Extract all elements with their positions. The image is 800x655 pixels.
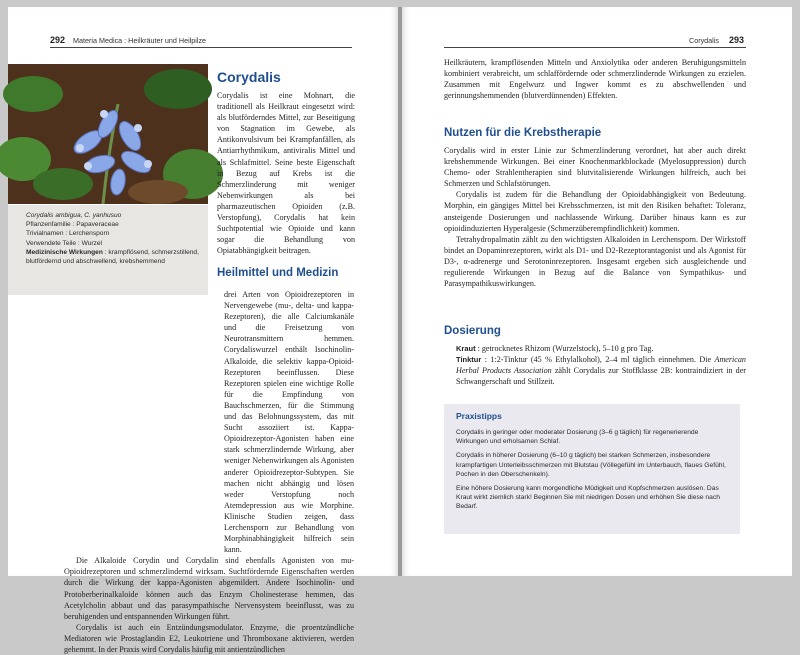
intro-column xyxy=(217,69,355,256)
caption-family: Pflanzenfamilie : Papaveraceae xyxy=(26,221,119,229)
caption-effects xyxy=(26,248,200,266)
aha-classification: zählt Corydalis zur Stoffklasse 2B: kontraindiziert in der Schwangerschaft und Stillzeit. xyxy=(456,366,746,387)
krebs-paragraph-3: Tetrahydropalmatin zählt zu den wichtigsten Alkaloiden in Lerchensporn. Der Wirkstoff bindet an Dopaminrezeptoren, wirkt als D1- und D2-Rezeptorantagonist und als Agonist für D3-, α-adrenerge und Serotoninrezeptoren. Insgesamt ergeben sich ausgleichende und regulierende Wirkungen in Bezug auf die Balance von Sympathikus- und Parasympathikuswirkungen. xyxy=(444,234,746,289)
continued-paragraph: Heilkräutern, krampflösenden Mitteln und Anxiolytika oder anderen Beruhigungsmitteln kombiniert verabreicht, um schlaffördernde oder schmerzlindernde Wirkungen zu erzielen. Zusammen mit Engelwurz und Ingwer kommt es zu abschwellenden und gerinnungshemmenden (blutverdünnenden) Effekten. xyxy=(444,58,746,101)
dosierung-body xyxy=(444,343,746,387)
krebs-section xyxy=(444,127,746,289)
continued-text xyxy=(444,57,746,101)
dose-tinktur-text: : 1:2-Tinktur (45 % Ethylalkohol), 2–4 ml täglich einnehmen. Die xyxy=(481,355,712,365)
right-page xyxy=(402,7,792,576)
praxistipp-3: Eine höhere Dosierung kann morgendliche Müdigkeit und Kopfschmerzen auslösen. Das Kraut wirkt ziemlich stark! Beginnen Sie mit niedrigen Dosen und erhöhen Sie diese nach Bedarf. xyxy=(456,485,720,511)
aha-name: American Herbal Products Association xyxy=(456,355,746,376)
krebs-body xyxy=(444,145,746,289)
heilmittel-body xyxy=(64,289,354,655)
krebs-paragraph-2: Corydalis ist zudem für die Behandlung der Opioidabhängigkeit von Bedeutung. Morphin, ein gängiges Mittel bei Krebsschmerzen, ist mit den Risiken behaftet: Toleranz, ansteigende Dosierungen und nachlassende Wirkung. Darüber hinaus kann es zur opioidinduzierten Hyperalgesie (Schmerzüberempfindlichkeit) kommen. xyxy=(444,190,746,233)
dosierung-section xyxy=(444,325,746,387)
corydalis-flower-photo xyxy=(8,64,208,204)
heilmittel-paragraph-1: drei Arten von Opioidrezeptoren in Nervengewebe (mu-, delta- und kappa-Rezeptoren), die alle Calciumkanäle und die Freisetzung von Neurotransmittern hemmen. Corydaliswurzel enthält Isochinolin-Alkaloide, die selektiv kappa-Opioid-Rezeptoren beeinflussen. Diese Rezeptoren spielen eine wichtige Rolle für die Empfindung von Bauchschmerzen, für die Stimmung und das Belohnungssystem, das mit Sucht assoziiert ist. Kappa-Opioidrezeptor-Agonisten haben eine stark schmerzlindernde Wirkung, aber weniger Nebenwirkungen als Agonisten anderer Opioidrezeptor-Subtypen. Sie machen nicht abhängig und lösen weder Verstopfung noch Atemdepression aus wie Morphine. Klinische Studien zeigen, dass Lerchensporn zur Behandlung von Morphinabhängigkeit hilfreich sein kann. xyxy=(224,290,354,555)
running-head-right xyxy=(689,35,750,45)
dose-kraut-text: : getrocknetes Rhizom (Wurzelstock), 5–10 g pro Tag. xyxy=(475,344,654,353)
heilmittel-paragraph-3: Corydalis ist auch ein Entzündungsmodulator. Enzyme, die proentzündliche Mediatoren wie Prostaglandin E2, Leukotriene und Thromboxane aktivieren, werden gehemmt. In der Praxis wird Corydalis häufig mit antientzündlichen xyxy=(64,622,354,654)
dose-tinktur-label: Tinktur xyxy=(456,355,482,365)
praxistipp-2: Corydalis in höherer Dosierung (6–10 g täglich) bei starken Schmerzen, insbesondere krampfartigen Unterleibsschmerzen mit Blutstau (Völlegefühl im Unterbauch, flaues Gefühl, Pochen in den Oberschenkeln). xyxy=(456,452,726,478)
krebs-paragraph-1: Corydalis wird in erster Linie zur Schmerzlinderung verordnet, hat aber auch direkt krebshemmende Wirkungen. Bei einer Knochenmarkblockade (Myelosuppression) durch Chemo- oder Strahlentherapien sind blutvitalisierende Wirkungen hilfreich, auch bei Schmerzen und Schlafstörungen. xyxy=(444,146,746,189)
section-heading-krebstherapie: Nutzen für die Krebstherapie xyxy=(444,127,602,139)
running-head-text-right: Corydalis xyxy=(689,36,719,45)
intro-paragraph: Corydalis ist eine Mohnart, die traditionell als Heilkraut eingesetzt wird: als blutförderndes Mittel, zur Beseitigung von Stagnation im Gewebe, als Antikonvulsivum bei Krampfanfällen, als Antiarrhythmikum, antiviralis Mittel und als Schlafmittel. Seine beste Eigenschaft in Bezug auf Krebs ist die Schmerzlinderung mit weniger Nebenwirkungen als bei pharmazeutischen Opioiden (z.B. Verstopfung), Corydalis hat kein Suchtpotential wie Opioide und kann sogar die Behandlung von Opiatabhängigkeit beitragen. xyxy=(217,91,355,256)
caption-effects-label: Medizinische Wirkungen xyxy=(26,248,103,256)
plant-caption-box xyxy=(8,205,208,295)
praxistipp-1: Corydalis in geringer oder moderater Dosierung (3–6 g täglich) für regenerierende Wirkungen und erholsamen Schlaf. xyxy=(456,429,699,446)
dose-tinktur xyxy=(444,354,746,387)
caption-effects-text: : krampflösend, schmerzstillend, blutfördernd und abschwellend, krebshemmend xyxy=(26,248,199,266)
header-rule-right xyxy=(444,47,746,48)
running-head-text-left: Materia Medica : Heilkräuter und Heilpilze xyxy=(73,36,207,45)
left-page xyxy=(8,7,398,654)
praxistipps-title: Praxistipps xyxy=(456,411,502,421)
dose-kraut-label: Kraut xyxy=(456,344,476,353)
caption-parts-used: Verwendete Teile : Wurzel xyxy=(26,239,102,247)
section-heading-dosierung: Dosierung xyxy=(444,325,501,337)
header-rule-left xyxy=(50,47,352,48)
dose-kraut xyxy=(444,343,746,354)
heilmittel-paragraph-2: Die Alkaloide Corydin und Corydalin sind ebenfalls Agonisten von mu-Opioidrezeptoren und schmerzlindernd wirksam. Suchtfördernde Eigenschaften werden durch die Wirkung der kappa-Agonisten abgemildert. Andere Isochinolin- und Protoberberinalkaloide können auch das Enzym Cholinesterase hemmen, das Acetylcholin abbaut und das parasympathische Nervensystem beeinflusst, was zu beruhigenden und entspannenden Wirkungen führt. xyxy=(64,556,354,621)
page-number-left: 292 xyxy=(50,35,66,45)
caption-trivial-names: Trivialnamen : Lerchensporn xyxy=(26,230,110,238)
running-head-left xyxy=(50,35,206,45)
heilmittel-column xyxy=(217,267,355,285)
caption-latin-name: Corydalis ambigua, C. yanhusuo xyxy=(26,212,122,219)
page-number-right: 293 xyxy=(728,35,744,45)
section-heading-heilmittel: Heilmittel und Medizin xyxy=(217,267,339,279)
praxistipps-box xyxy=(444,404,740,534)
herb-title: Corydalis xyxy=(217,69,281,85)
